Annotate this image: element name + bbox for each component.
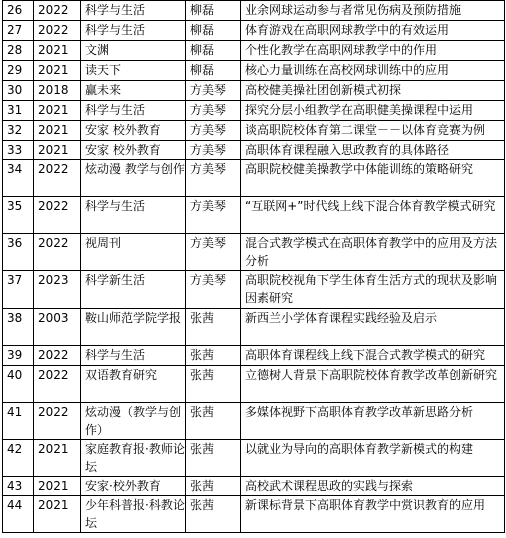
year-cell: 2021 bbox=[34, 121, 81, 141]
title-cell: 立德树人背景下高职院校体育教学改革创新研究 bbox=[241, 366, 505, 403]
author-cell: 柳磊 bbox=[186, 61, 241, 81]
title-cell: 新课标背景下高职体育教学中赏识教育的应用 bbox=[241, 496, 505, 533]
author-cell: 方美琴 bbox=[186, 160, 241, 197]
author-cell: 张茜 bbox=[186, 366, 241, 403]
author-cell: 方美琴 bbox=[186, 197, 241, 234]
row-number-cell: 33 bbox=[3, 141, 34, 160]
row-number-cell: 44 bbox=[3, 496, 34, 533]
source-cell: 安家 校外教育 bbox=[81, 141, 186, 160]
source-cell: 双语教育研究 bbox=[81, 366, 186, 403]
source-cell: 科学与生活 bbox=[81, 101, 186, 121]
table-row bbox=[3, 234, 505, 271]
row-number-cell: 37 bbox=[3, 271, 34, 309]
table-row bbox=[3, 496, 505, 533]
year-cell: 2022 bbox=[34, 234, 81, 271]
table-row bbox=[3, 121, 505, 141]
author-cell: 方美琴 bbox=[186, 234, 241, 271]
source-cell: 科学与生活 bbox=[81, 21, 186, 41]
author-cell: 张茜 bbox=[186, 440, 241, 477]
title-cell: 多媒体视野下高职体育教学改革新思路分析 bbox=[241, 403, 505, 440]
title-cell: 业余网球运动参与者常见伤病及预防措施 bbox=[241, 1, 505, 21]
row-number-cell: 29 bbox=[3, 61, 34, 81]
table-row bbox=[3, 440, 505, 477]
source-cell: 家庭教育报·教师论坛 bbox=[81, 440, 186, 477]
title-cell: 体育游戏在高职网球教学中的有效运用 bbox=[241, 21, 505, 41]
source-cell: 鞍山师范学院学报 bbox=[81, 309, 186, 346]
row-number-cell: 39 bbox=[3, 346, 34, 366]
source-cell: 炫动漫（教学与创作） bbox=[81, 403, 186, 440]
table-row bbox=[3, 81, 505, 101]
table-row bbox=[3, 101, 505, 121]
year-cell: 2018 bbox=[34, 81, 81, 101]
table-row bbox=[3, 141, 505, 160]
author-cell: 柳磊 bbox=[186, 1, 241, 21]
source-cell: 科学与生活 bbox=[81, 1, 186, 21]
row-number-cell: 41 bbox=[3, 403, 34, 440]
title-cell: 高校健美操社团创新模式初探 bbox=[241, 81, 505, 101]
year-cell: 2021 bbox=[34, 496, 81, 533]
publication-table-body bbox=[3, 1, 505, 533]
title-cell: 谈高职院校体育第二课堂－－以体育竞赛为例 bbox=[241, 121, 505, 141]
publication-table bbox=[2, 0, 505, 533]
source-cell: 炫动漫 教学与创作 bbox=[81, 160, 186, 197]
source-cell: 安家·校外教育 bbox=[81, 477, 186, 496]
year-cell: 2021 bbox=[34, 61, 81, 81]
year-cell: 2022 bbox=[34, 160, 81, 197]
table-row bbox=[3, 41, 505, 61]
title-cell: “互联网+”时代线上线下混合体育教学模式研究 bbox=[241, 197, 505, 234]
table-row bbox=[3, 61, 505, 81]
row-number-cell: 43 bbox=[3, 477, 34, 496]
author-cell: 柳磊 bbox=[186, 21, 241, 41]
table-row bbox=[3, 197, 505, 234]
source-cell: 少年科普报·科教论坛 bbox=[81, 496, 186, 533]
author-cell: 方美琴 bbox=[186, 121, 241, 141]
author-cell: 张茜 bbox=[186, 309, 241, 346]
source-cell: 科学新生活 bbox=[81, 271, 186, 309]
table-row bbox=[3, 1, 505, 21]
row-number-cell: 34 bbox=[3, 160, 34, 197]
author-cell: 张茜 bbox=[186, 477, 241, 496]
year-cell: 2021 bbox=[34, 440, 81, 477]
row-number-cell: 38 bbox=[3, 309, 34, 346]
author-cell: 方美琴 bbox=[186, 141, 241, 160]
row-number-cell: 35 bbox=[3, 197, 34, 234]
year-cell: 2021 bbox=[34, 101, 81, 121]
year-cell: 2022 bbox=[34, 1, 81, 21]
title-cell: 新西兰小学体育课程实践经验及启示 bbox=[241, 309, 505, 346]
year-cell: 2021 bbox=[34, 477, 81, 496]
table-row bbox=[3, 477, 505, 496]
table-row bbox=[3, 403, 505, 440]
author-cell: 张茜 bbox=[186, 346, 241, 366]
row-number-cell: 28 bbox=[3, 41, 34, 61]
title-cell: 个性化教学在高职网球教学中的作用 bbox=[241, 41, 505, 61]
row-number-cell: 42 bbox=[3, 440, 34, 477]
table-row bbox=[3, 160, 505, 197]
author-cell: 张茜 bbox=[186, 496, 241, 533]
row-number-cell: 30 bbox=[3, 81, 34, 101]
author-cell: 张茜 bbox=[186, 403, 241, 440]
source-cell: 读天下 bbox=[81, 61, 186, 81]
row-number-cell: 26 bbox=[3, 1, 34, 21]
year-cell: 2021 bbox=[34, 141, 81, 160]
year-cell: 2022 bbox=[34, 366, 81, 403]
source-cell: 科学与生活 bbox=[81, 346, 186, 366]
table-row bbox=[3, 309, 505, 346]
source-cell: 科学与生活 bbox=[81, 197, 186, 234]
source-cell: 赢未来 bbox=[81, 81, 186, 101]
table-row bbox=[3, 21, 505, 41]
row-number-cell: 36 bbox=[3, 234, 34, 271]
row-number-cell: 32 bbox=[3, 121, 34, 141]
year-cell: 2003 bbox=[34, 309, 81, 346]
row-number-cell: 31 bbox=[3, 101, 34, 121]
row-number-cell: 40 bbox=[3, 366, 34, 403]
year-cell: 2023 bbox=[34, 271, 81, 309]
source-cell: 安家 校外教育 bbox=[81, 121, 186, 141]
source-cell: 视周刊 bbox=[81, 234, 186, 271]
year-cell: 2021 bbox=[34, 41, 81, 61]
title-cell: 探究分层小组教学在高职健美操课程中运用 bbox=[241, 101, 505, 121]
author-cell: 方美琴 bbox=[186, 271, 241, 309]
title-cell: 高职体育课程线上线下混合式教学模式的研究 bbox=[241, 346, 505, 366]
year-cell: 2022 bbox=[34, 346, 81, 366]
year-cell: 2022 bbox=[34, 21, 81, 41]
year-cell: 2022 bbox=[34, 403, 81, 440]
title-cell: 核心力量训练在高校网球训练中的应用 bbox=[241, 61, 505, 81]
title-cell: 混合式教学模式在高职体育教学中的应用及方法分析 bbox=[241, 234, 505, 271]
author-cell: 柳磊 bbox=[186, 41, 241, 61]
author-cell: 方美琴 bbox=[186, 81, 241, 101]
title-cell: 以就业为导向的高职体育教学新模式的构建 bbox=[241, 440, 505, 477]
author-cell: 方美琴 bbox=[186, 101, 241, 121]
title-cell: 高职院校健美操教学中体能训练的策略研究 bbox=[241, 160, 505, 197]
year-cell: 2022 bbox=[34, 197, 81, 234]
source-cell: 文渊 bbox=[81, 41, 186, 61]
title-cell: 高职院校视角下学生体育生活方式的现状及影响因素研究 bbox=[241, 271, 505, 309]
row-number-cell: 27 bbox=[3, 21, 34, 41]
title-cell: 高职体育课程融入思政教育的具体路径 bbox=[241, 141, 505, 160]
table-row bbox=[3, 271, 505, 309]
table-row bbox=[3, 346, 505, 366]
table-row bbox=[3, 366, 505, 403]
title-cell: 高校武术课程思政的实践与探索 bbox=[241, 477, 505, 496]
